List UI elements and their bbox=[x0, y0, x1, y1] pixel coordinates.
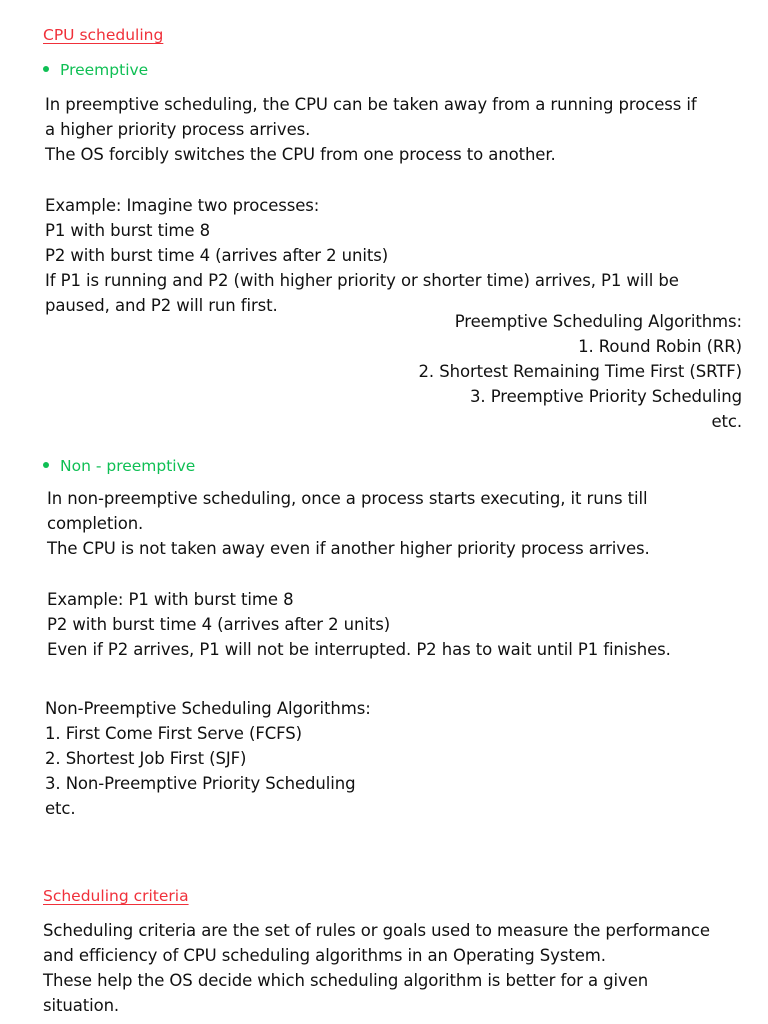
text-line: Even if P2 arrives, P1 will not be interrupted. P2 has to wait until P1 finishes. bbox=[47, 640, 671, 659]
text-line: In non-preemptive scheduling, once a process starts executing, it runs till bbox=[47, 489, 648, 508]
text-line: Example: Imagine two processes: bbox=[45, 196, 320, 215]
text-line: The CPU is not taken away even if another higher priority process arrives. bbox=[47, 539, 650, 558]
scheduling-criteria-paragraph bbox=[43, 918, 710, 1018]
preemptive-heading: Preemptive bbox=[60, 61, 149, 79]
text-line: situation. bbox=[43, 996, 120, 1015]
text-line: P1 with burst time 8 bbox=[45, 221, 210, 240]
text-line: completion. bbox=[47, 514, 144, 533]
bullet-icon bbox=[43, 66, 49, 72]
algorithms-title: Non-Preemptive Scheduling Algorithms: bbox=[45, 699, 371, 718]
preemptive-paragraph bbox=[45, 92, 697, 167]
preemptive-example bbox=[45, 193, 679, 318]
non-preemptive-example bbox=[47, 587, 671, 662]
preemptive-algorithms bbox=[419, 309, 742, 434]
text-line: and efficiency of CPU scheduling algorithms in an Operating System. bbox=[43, 946, 606, 965]
non-preemptive-algorithms bbox=[45, 696, 371, 821]
list-item: 2. Shortest Remaining Time First (SRTF) bbox=[418, 362, 742, 381]
list-item: 3. Non-Preemptive Priority Scheduling bbox=[45, 774, 356, 793]
text-line: These help the OS decide which scheduling algorithm is better for a given bbox=[43, 971, 649, 990]
bullet-icon bbox=[43, 462, 49, 468]
list-item: 1. Round Robin (RR) bbox=[578, 337, 742, 356]
text-line: Example: P1 with burst time 8 bbox=[47, 590, 294, 609]
text-line: P2 with burst time 4 (arrives after 2 units) bbox=[45, 246, 389, 265]
non-preemptive-paragraph bbox=[47, 486, 650, 561]
text-line: P2 with burst time 4 (arrives after 2 units) bbox=[47, 615, 391, 634]
text-line: The OS forcibly switches the CPU from one process to another. bbox=[45, 145, 556, 164]
text-line: If P1 is running and P2 (with higher priority or shorter time) arrives, P1 will be bbox=[45, 271, 679, 290]
page-title: CPU scheduling bbox=[43, 26, 164, 44]
list-item: 2. Shortest Job First (SJF) bbox=[45, 749, 247, 768]
text-line: paused, and P2 will run first. bbox=[45, 296, 278, 315]
list-item: etc. bbox=[45, 799, 76, 818]
list-item: etc. bbox=[711, 412, 742, 431]
text-line: In preemptive scheduling, the CPU can be taken away from a running process if bbox=[45, 95, 697, 114]
list-item: 1. First Come First Serve (FCFS) bbox=[45, 724, 302, 743]
list-item: 3. Preemptive Priority Scheduling bbox=[470, 387, 742, 406]
text-line: a higher priority process arrives. bbox=[45, 120, 311, 139]
text-line: Scheduling criteria are the set of rules or goals used to measure the performance bbox=[43, 921, 710, 940]
scheduling-criteria-heading: Scheduling criteria bbox=[43, 887, 189, 905]
non-preemptive-heading: Non - preemptive bbox=[60, 457, 196, 475]
algorithms-title: Preemptive Scheduling Algorithms: bbox=[454, 312, 742, 331]
